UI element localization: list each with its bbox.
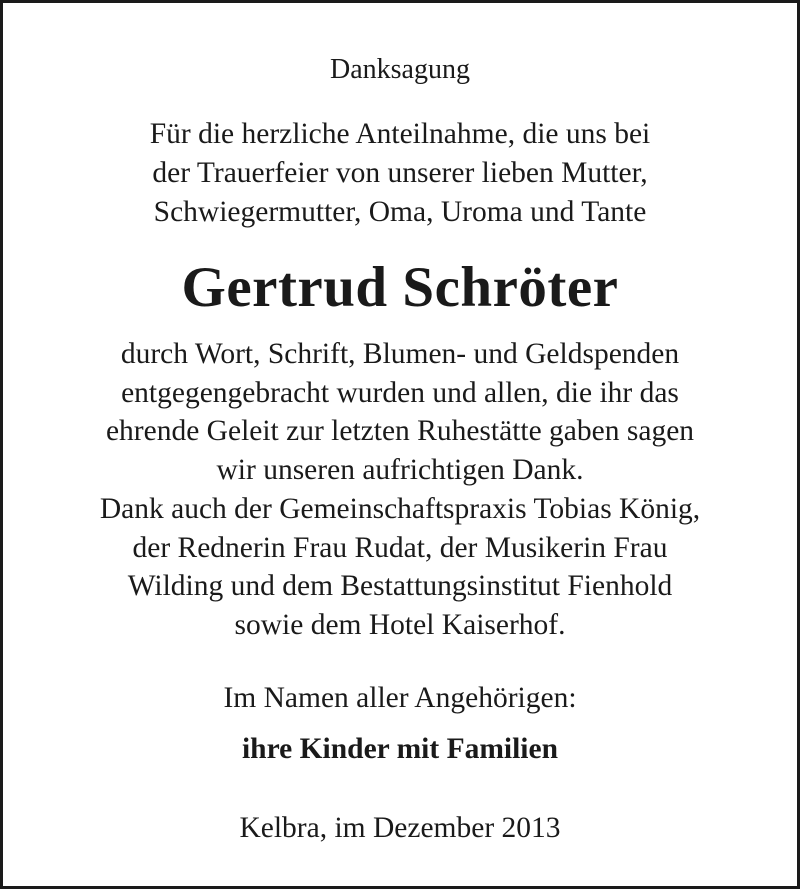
intro-line: Für die herzliche Anteilnahme, die uns bei <box>149 118 651 150</box>
signature: ihre Kinder mit Familien <box>241 733 559 765</box>
body-line: durch Wort, Schrift, Blumen- und Geldspenden <box>120 338 680 370</box>
body-paragraph <box>3 335 797 645</box>
body-line: entgegengebracht wurden und allen, die ihr das <box>121 376 679 409</box>
body-line: wir unseren aufrichtigen Dank. <box>216 454 584 487</box>
intro-line: Schwiegermutter, Oma, Uroma und Tante <box>153 196 647 228</box>
body-line: ehrende Geleit zur letzten Ruhestätte gaben sagen <box>105 415 695 448</box>
body-line: Dank auch der Gemeinschaftspraxis Tobias König, <box>99 492 701 525</box>
place-and-date: Kelbra, im Dezember 2013 <box>239 812 561 844</box>
body-line: der Rednerin Frau Rudat, der Musikerin Frau <box>132 531 668 564</box>
body-line: Wilding und dem Bestattungsinstitut Fienhold <box>127 570 673 603</box>
notice-title: Danksagung <box>330 54 470 85</box>
intro-line: der Trauerfeier von unserer lieben Mutter, <box>152 157 648 189</box>
closing-line: Im Namen aller Angehörigen: <box>223 682 577 714</box>
deceased-name: Gertrud Schröter <box>181 256 619 319</box>
body-line: sowie dem Hotel Kaiserhof. <box>234 608 566 641</box>
intro-paragraph <box>3 115 797 232</box>
